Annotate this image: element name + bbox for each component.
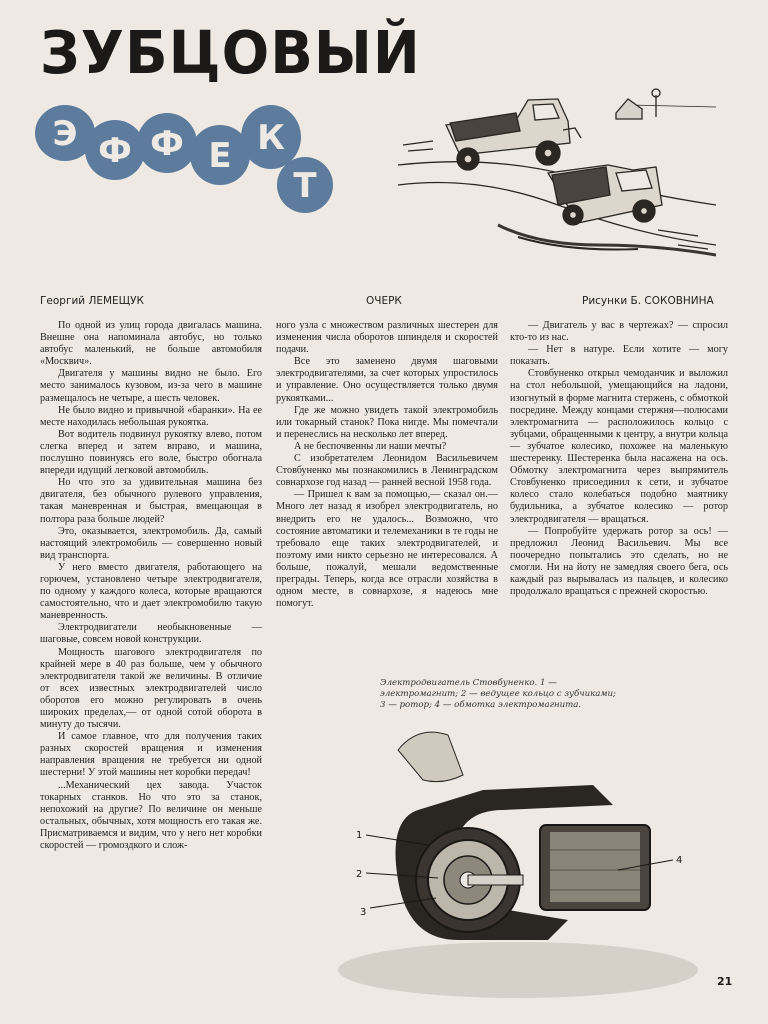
letter-3: Ф <box>150 124 184 164</box>
letter-blob-6 <box>277 157 333 213</box>
page-number: 21 <box>717 975 733 988</box>
figure-caption: Электродвигатель Стовбуненко. 1 — электромагнит; 2 — ведущее кольцо с зубчиками; 3 — ротор; 4 — обмотка электромагнита. <box>380 678 616 710</box>
paragraph: А не беспочвенны ли наши мечты? <box>294 440 447 452</box>
paragraph: И самое главное, что для получения таких разных скоростей вращения и изменения направления вращения не требуется ни одной шестерни! У этой машины нет коробки передач! <box>40 731 262 779</box>
figure-label-1: 1 <box>356 830 363 841</box>
letter-blob-4 <box>190 125 250 185</box>
paragraph: Но что это за удивительная машина без двигателя, без обычного рулевого управления, такая маневренная и быстрая, вмещающая в полтора раза больше людей? <box>40 477 262 525</box>
paragraph: — Попробуйте удержать ротор за ось! — предложил Леонид Васильевич. Мы все поочередно попытались это сделать, но не смогли. Ни на йоту не замедляя своего бега, ось каждый раз вырывалась из пальцев, и колесико продолжало вращаться с прежней скоростью. <box>510 525 728 598</box>
paragraph: По одной из улиц города двигалась машина. Внешне она напоминала автобус, но только автобус маленький, не больше автомобиля «Москвич». <box>40 320 262 368</box>
paragraph: У него вместо двигателя, работающего на горючем, установлено четыре электродвигателя, по одному у каждого колеса, которые вращаются самостоятельно, что и дает электромобилю такую маневренность. <box>40 561 262 622</box>
author-byline: Георгий ЛЕМЕЩУК <box>40 295 145 307</box>
title-line-2 <box>35 95 335 215</box>
title-effect-letters <box>35 95 335 215</box>
letter-blob-2 <box>85 120 145 180</box>
paragraph: С изобретателем Леонидом Васильевичем Стовбуненко мы познакомились в Ленинградском совнархозе год назад — ранней весной 1958 года. <box>276 453 498 489</box>
paragraph: Не было видно и привычной «баранки». На ее месте находилась небольшая рукоятка. <box>40 404 262 428</box>
paragraph: Это, оказывается, электромобиль. Да, самый настоящий электромобиль — совершенно новый вид транспорта. <box>40 525 262 561</box>
figure-label-3: 3 <box>360 907 367 918</box>
paragraph: ного узла с множеством различных шестерен для изменения числа оборотов шпинделя и скоростей подачи. <box>276 320 498 356</box>
genre-label: ОЧЕРК <box>366 295 402 307</box>
illustration-motor <box>318 720 698 1000</box>
letter-2: Ф <box>98 131 132 171</box>
paragraph: ...Механический цех завода. Участок токарных станков. Но что это за станок, непохожий на другие? По величине он меньше остальных, обычных, хотя мощность его такая же. Присматриваемся и видим, что у него нет коробки скоростей — громоздкого и слож- <box>40 779 262 852</box>
paragraph: Двигателя у машины видно не было. Его место занималось кузовом, из-за чего в машине размещалось не четыре, а шесть человек. <box>40 368 262 404</box>
figure-label-2: 2 <box>356 869 363 880</box>
letter-5: К <box>257 118 285 158</box>
letter-4: Е <box>208 136 232 176</box>
letter-6: Т <box>293 166 317 206</box>
paragraph: Вот водитель подвинул рукоятку влево, потом слегка вперед и затем вправо, и машина, послушно повинуясь его воле, быстро обогнала впереди идущий легковой автомобиль. <box>40 428 262 477</box>
paragraph: Все это заменено двумя шаговыми электродвигателями, за счет которых упростилось и управление. Оно осуществляется только двумя рукоятками... <box>276 356 498 404</box>
paragraph: — Пришел к вам за помощью,— сказал он.— Много лет назад я изобрел электродвигатель, но внедрить его не удалось... Возможно, что состояние автоматики и телемеханики в те годы не требовало еще таких электродвигателей, и поэтому ими никто серьезно не интересовался. А больше, пожалуй, мешали ведомственные преграды. Теперь, когда все отрасли хозяйства в одном месте, в совнархозе, я надеюсь мне помогут. <box>276 489 498 610</box>
text-column-1 <box>40 320 262 852</box>
title-line-1: ЗУБЦОВЫЙ <box>40 19 421 88</box>
illustration-trucks <box>398 55 716 265</box>
letter-1: Э <box>52 114 78 154</box>
paragraph: Стовбуненко открыл чемоданчик и выложил на стол небольшой, умещающийся на ладони, изогнутый в форме магнита стержень, с обмоткой посредине. Между концами стержня—полюсами электромагнита — расположилось кольцо с зубцами, обращенными к центру, а внутри кольца — зубчатое колесико, похожее на маленькую шестеренку. Шестеренка была насажена на ось. Обмотку электромагнита через выпрямитель Стовбуненко присоединил к сети, и зубчатое колесо стало колебаться подобно маятнику будильника, а зубчатое колесико — ротор электродвигателя — вращаться. <box>510 368 728 525</box>
trucks-drawing <box>398 55 716 265</box>
paragraph: — Двигатель у вас в чертежах? — спросил кто-то из нас. <box>510 320 728 344</box>
paragraph: Электродвигатели необыкновенные — шаговые, совсем новой конструкции. <box>40 622 262 646</box>
figure-label-4: 4 <box>676 855 683 866</box>
paragraph: — Нет в натуре. Если хотите — могу показать. <box>510 344 728 368</box>
paragraph: Мощность шагового электродвигателя по крайней мере в 40 раз больше, чем у обычного электродвигателя такой же величины. В отличие от всех известных электродвигателей число оборотов его можно регулировать в очень широких пределах,— от одной сотой оборота в минуту до тысячи. <box>40 646 262 731</box>
text-column-3 <box>510 320 728 598</box>
letter-blob-5 <box>241 105 301 169</box>
paragraph: Где же можно увидеть такой электромобиль или токарный станок? Пока нигде. Мы помечтали и перенеслись на несколько лет вперед. <box>276 404 498 440</box>
text-column-2 <box>276 320 498 610</box>
motor-drawing <box>318 720 698 1000</box>
illustrator-credit: Рисунки Б. СОКОВНИНА <box>582 295 714 307</box>
letter-blob-3 <box>137 113 197 173</box>
